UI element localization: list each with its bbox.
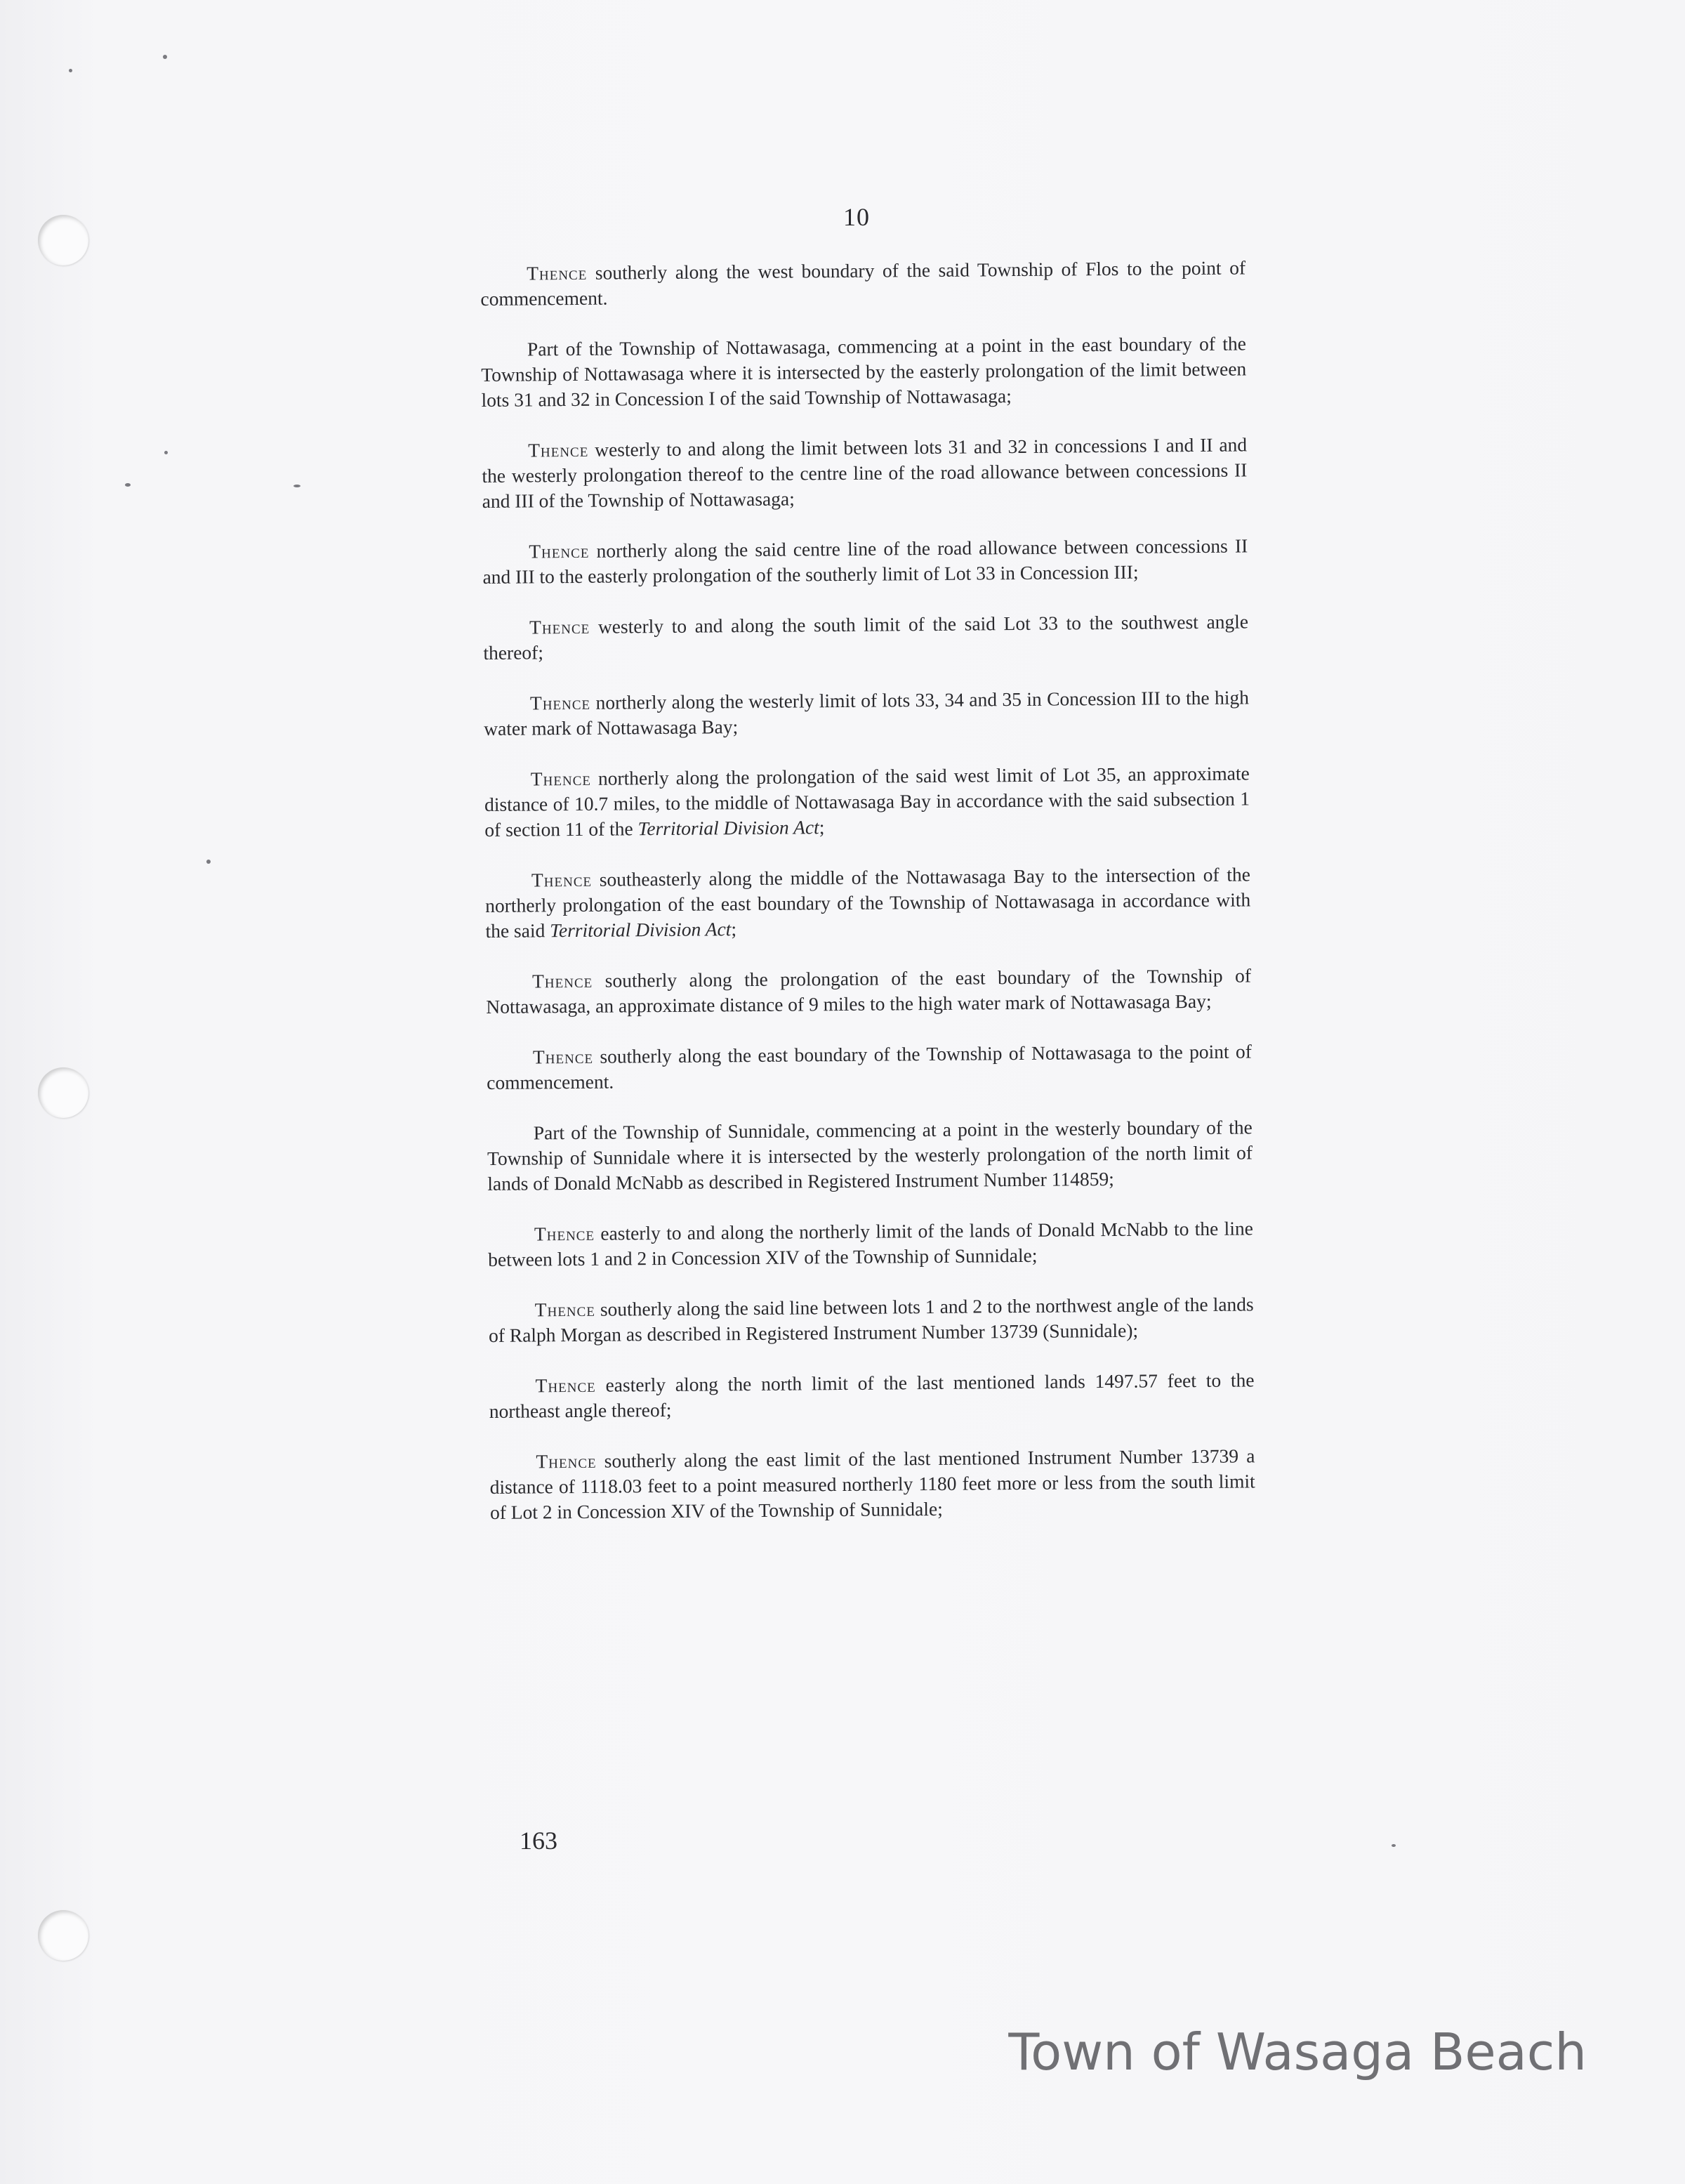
paragraph-text: southerly along the east boundary of the Township of Nottawasaga to the point of commencement. bbox=[487, 1040, 1252, 1093]
page-number-bottom: 163 bbox=[520, 1827, 557, 1855]
paragraph-tail: ; bbox=[819, 816, 825, 838]
paragraph bbox=[484, 685, 1250, 742]
paper-speck bbox=[206, 860, 211, 864]
paragraph bbox=[482, 533, 1248, 590]
watermark: Town of Wasaga Beach bbox=[1008, 2022, 1587, 2081]
paragraph-lead-word: Thence bbox=[531, 969, 593, 992]
punch-hole-bottom bbox=[38, 1910, 88, 1961]
paragraph-lead-word: Thence bbox=[527, 261, 588, 284]
paragraph-text: Part of the Township of Nottawasaga, commencing at a point in the east boundary of the Township of Nottawasaga where it is intersected by the easterly prolongation of the limit between lots 31 and 32 in Concession I of the said Township of Nottawasaga; bbox=[481, 332, 1247, 411]
act-title: Territorial Division Act bbox=[637, 816, 819, 840]
paragraph-text: easterly to and along the northerly limit of the lands of Donald McNabb to the line between lots 1 and 2 in Concession XIV of the Township of Sunnidale; bbox=[488, 1217, 1253, 1270]
paper-speck bbox=[164, 451, 168, 454]
paragraph bbox=[483, 609, 1249, 666]
paragraph-text: southerly along the west boundary of the said Township of Flos to the point of commencement. bbox=[480, 256, 1246, 310]
paragraph bbox=[489, 1367, 1255, 1424]
paragraph-text: westerly to and along the south limit of the said Lot 33 to the southwest angle thereof; bbox=[483, 610, 1249, 664]
paragraph-text: westerly to and along the limit between lots 31 and 32 in concessions I and II and the westerly prolongation thereof to the centre line of the road allowance between concessions II and III of the Township of Nottawasaga; bbox=[482, 433, 1248, 512]
paragraph-text: northerly along the said centre line of the road allowance between concessions II and III to the easterly prolongation of the southerly limit of Lot 33 in Concession III; bbox=[482, 534, 1248, 588]
paragraph bbox=[485, 862, 1251, 944]
page-number-top: 10 bbox=[843, 203, 870, 231]
paragraph-lead-word: Thence bbox=[531, 868, 593, 891]
paper-speck bbox=[1392, 1844, 1396, 1847]
paragraph-text: northerly along the prolongation of the said west limit of Lot 35, an approximate distance of 10.7 miles, to the middle of Nottawasaga Bay in accordance with the said subsection 1 of section 11 of the bbox=[484, 762, 1250, 841]
punch-hole-top bbox=[38, 215, 88, 265]
paragraph bbox=[489, 1291, 1255, 1348]
paragraph-lead-word: Thence bbox=[527, 438, 589, 461]
paper-speck bbox=[125, 483, 131, 487]
paragraph bbox=[488, 1216, 1254, 1272]
paragraph bbox=[480, 255, 1246, 312]
paragraph-lead-word: Thence bbox=[529, 615, 590, 638]
act-title: Territorial Division Act bbox=[550, 918, 732, 942]
paper-speck bbox=[293, 485, 300, 487]
paragraph bbox=[482, 432, 1248, 514]
paragraph-lead-word: Thence bbox=[529, 539, 590, 563]
paragraph-text: Part of the Township of Sunnidale, commencing at a point in the westerly boundary of the Township of Sunnidale where it is intersected by the westerly prolongation of the north limit of lands of Donald McNabb as described in Registered Instrument Number 114859; bbox=[487, 1116, 1253, 1195]
paragraph-text: southerly along the prolongation of the east boundary of the Township of Nottawasaga, an approximate distance of 9 miles to the high water mark of Nottawasaga Bay; bbox=[486, 964, 1252, 1018]
paragraph bbox=[487, 1039, 1253, 1096]
paragraph bbox=[484, 761, 1250, 843]
paragraph-text: southeasterly along the middle of the Nottawasaga Bay to the intersection of the northerly prolongation of the east boundary of the Township of Nottawasaga in accordance with the said bbox=[485, 863, 1251, 942]
paragraph-lead-word: Thence bbox=[529, 691, 591, 714]
paragraph-lead-word: Thence bbox=[534, 1222, 595, 1245]
paper-speck bbox=[163, 55, 167, 59]
paper-speck bbox=[69, 69, 72, 72]
paragraph-lead-word: Thence bbox=[530, 767, 592, 790]
paragraph bbox=[487, 1114, 1253, 1197]
paragraph bbox=[481, 331, 1247, 413]
paragraph bbox=[489, 1443, 1255, 1525]
paragraph-tail: ; bbox=[731, 918, 737, 940]
paragraph bbox=[486, 963, 1252, 1020]
paragraph-lead-word: Thence bbox=[534, 1298, 595, 1321]
paragraph-text: southerly along the said line between lots 1 and 2 to the northwest angle of the lands of Ralph Morgan as described in Registered Instrument Number 13739 (Sunnidale); bbox=[488, 1293, 1254, 1346]
paragraph-text: southerly along the east limit of the last mentioned Instrument Number 13739 a distance of 1118.03 feet to a point measured northerly 1180 feet more or less from the south limit of Lot 2 in Concession XIV of the Township of Sunnidale; bbox=[489, 1445, 1255, 1523]
paragraph-text: easterly along the north limit of the last mentioned lands 1497.57 feet to the northeast angle thereof; bbox=[489, 1369, 1255, 1422]
paragraph-text: northerly along the westerly limit of lots 33, 34 and 35 in Concession III to the high water mark of Nottawasaga Bay; bbox=[484, 686, 1250, 739]
body-text bbox=[480, 255, 1255, 1551]
paragraph-lead-word: Thence bbox=[536, 1449, 597, 1473]
punch-hole-middle bbox=[38, 1067, 88, 1118]
paragraph-lead-word: Thence bbox=[535, 1374, 596, 1397]
paragraph-lead-word: Thence bbox=[532, 1045, 594, 1068]
